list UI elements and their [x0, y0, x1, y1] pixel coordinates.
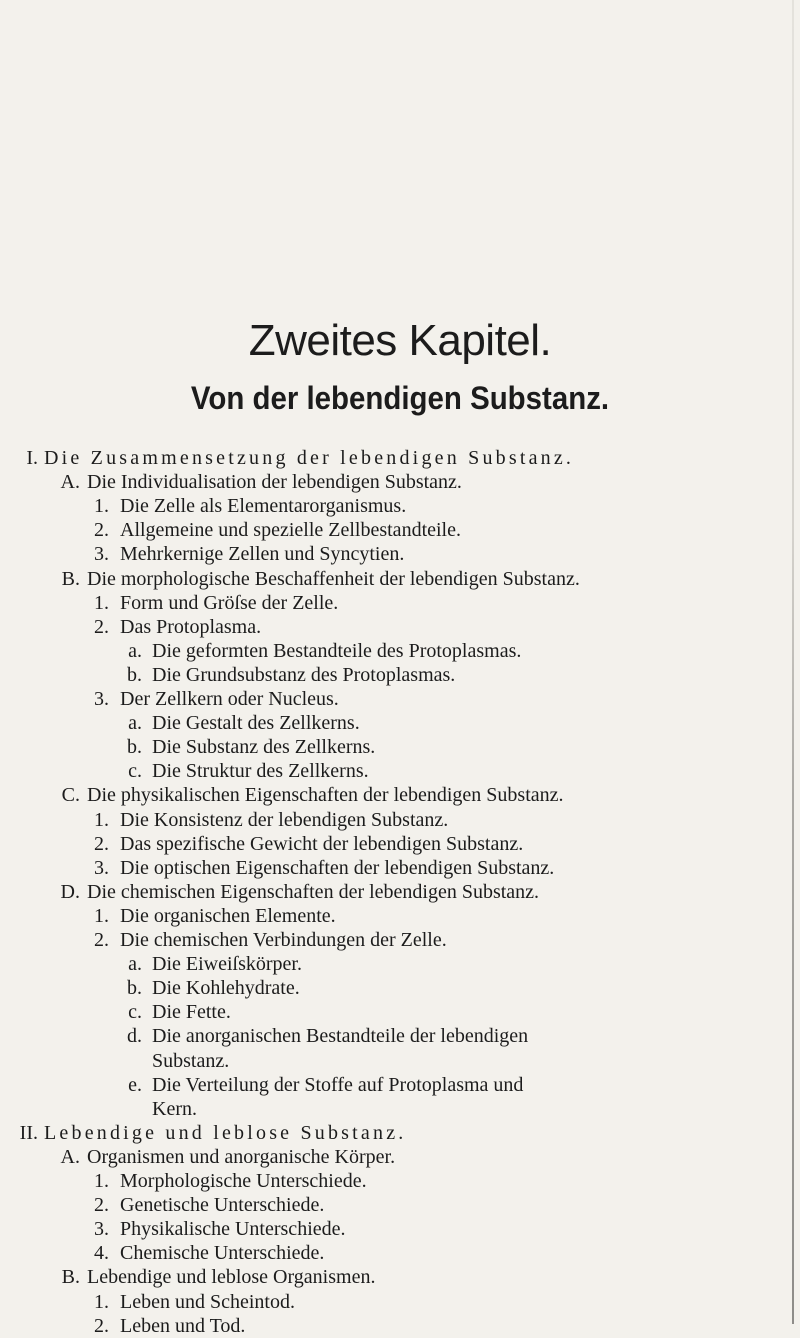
toc-number: 3.: [94, 543, 109, 566]
toc-entry-text: Das spezifische Gewicht der lebendigen Substanz.: [120, 832, 524, 855]
toc-number: 3.: [94, 1218, 109, 1241]
toc-entry-text: Die organischen Elemente.: [120, 904, 336, 927]
toc-entry-text: Leben und Scheintod.: [120, 1290, 295, 1313]
toc-entry-text: Die Konsistenz der lebendigen Substanz.: [120, 808, 449, 831]
toc-number: b.: [127, 663, 142, 686]
toc-number: 3.: [94, 688, 109, 710]
toc-number: c.: [128, 1001, 142, 1024]
toc-entry-text: Die geformten Bestandteile des Protoplasmas.: [152, 639, 522, 662]
toc-entry-text: Die Fette.: [152, 1001, 231, 1024]
toc-number: 4.: [94, 1242, 109, 1265]
toc-entry-text: Die Struktur des Zellkerns.: [152, 760, 369, 783]
toc-number: c.: [128, 760, 142, 783]
toc-entry-text: Die Eiweiſskörper.: [152, 953, 302, 976]
toc-number: 2.: [94, 832, 109, 855]
toc-number: a.: [128, 712, 142, 735]
page-edge-shadow: [792, 0, 794, 1324]
toc-number: B.: [61, 567, 80, 590]
toc-entry-text: Allgemeine und spezielle Zellbestandteile.: [120, 519, 461, 542]
toc-number: b.: [127, 736, 142, 759]
toc-entry-text: Chemische Unterschiede.: [120, 1242, 325, 1265]
toc-entry-text: Die Grundsubstanz des Protoplasmas.: [152, 663, 456, 686]
toc-entry-text: Die chemischen Eigenschaften der lebendigen Substanz.: [87, 880, 540, 903]
toc-number: d.: [127, 1025, 142, 1048]
toc-entry-text: Morphologische Unterschiede.: [120, 1170, 367, 1192]
toc-number: 2.: [94, 929, 109, 951]
toc-entry-text: Leben und Tod.: [120, 1314, 246, 1337]
toc-number: C.: [61, 784, 80, 807]
toc-number: a.: [128, 639, 142, 662]
toc-entry-text: Die chemischen Verbindungen der Zelle.: [120, 929, 447, 951]
toc-entry-text: Genetische Unterschiede.: [120, 1194, 325, 1217]
toc-number: 1.: [94, 1290, 109, 1313]
toc-number: 2.: [94, 1194, 109, 1217]
toc-entry-text: Substanz.: [152, 1049, 230, 1072]
toc-number: 1.: [94, 808, 109, 831]
toc-entry-text: Mehrkernige Zellen und Syncytien.: [120, 543, 405, 566]
toc-number: b.: [127, 977, 142, 1000]
toc-entry-text: Die Verteilung der Stoffe auf Protoplasma und: [152, 1073, 524, 1096]
toc-entry-text: Der Zellkern oder Nucleus.: [120, 688, 339, 710]
toc-entry-text: Lebendige und leblose Organismen.: [87, 1266, 376, 1289]
toc-entry-text: Die Zelle als Elementarorganismus.: [120, 495, 407, 518]
toc-number: 1.: [94, 495, 109, 518]
toc-entry-text: Physikalische Unterschiede.: [120, 1218, 346, 1241]
toc-number: 2.: [94, 519, 109, 542]
toc-number: 2.: [94, 615, 109, 638]
toc-number: II.: [19, 1121, 38, 1144]
toc-number: 2.: [94, 1314, 109, 1337]
toc-number: I.: [26, 447, 38, 469]
toc-entry-text: Das Protoplasma.: [120, 615, 262, 638]
toc-entry-text: Form und Gröſse der Zelle.: [120, 591, 339, 614]
toc-entry-text: Die Gestalt des Zellkerns.: [152, 712, 360, 735]
toc-entry-text: Die Zusammensetzung der lebendigen Substanz.: [44, 447, 575, 469]
toc-number: D.: [60, 880, 80, 903]
chapter-subtitle: Von der lebendigen Substanz.: [190, 380, 610, 416]
toc-number: A.: [60, 1145, 80, 1168]
toc-entry-text: Die anorganischen Bestandteile der lebendigen: [152, 1025, 529, 1048]
toc-entry-text: Die optischen Eigenschaften der lebendigen Substanz.: [120, 856, 555, 879]
toc-number: A.: [60, 471, 80, 494]
toc-entry-text: Organismen und anorganische Körper.: [87, 1145, 396, 1168]
toc-entry-text: Die Individualisation der lebendigen Substanz.: [87, 471, 462, 494]
toc-entry-text: Die physikalischen Eigenschaften der lebendigen Substanz.: [87, 784, 564, 807]
toc-entry-text: Lebendige und leblose Substanz.: [44, 1121, 407, 1144]
toc-entry-text: Kern.: [152, 1097, 197, 1120]
chapter-title: Zweites Kapitel.: [248, 316, 552, 365]
toc-number: e.: [128, 1073, 142, 1096]
toc-number: a.: [128, 953, 142, 976]
toc-number: 1.: [94, 591, 109, 614]
toc-entry-text: Die morphologische Beschaffenheit der lebendigen Substanz.: [87, 567, 580, 590]
toc-number: B.: [61, 1266, 80, 1289]
toc-entry-text: Die Substanz des Zellkerns.: [152, 736, 376, 759]
toc-number: 3.: [94, 856, 109, 879]
toc-number: 1.: [94, 1170, 109, 1192]
toc-number: 1.: [94, 904, 109, 927]
toc-entry-text: Die Kohlehydrate.: [152, 977, 300, 1000]
